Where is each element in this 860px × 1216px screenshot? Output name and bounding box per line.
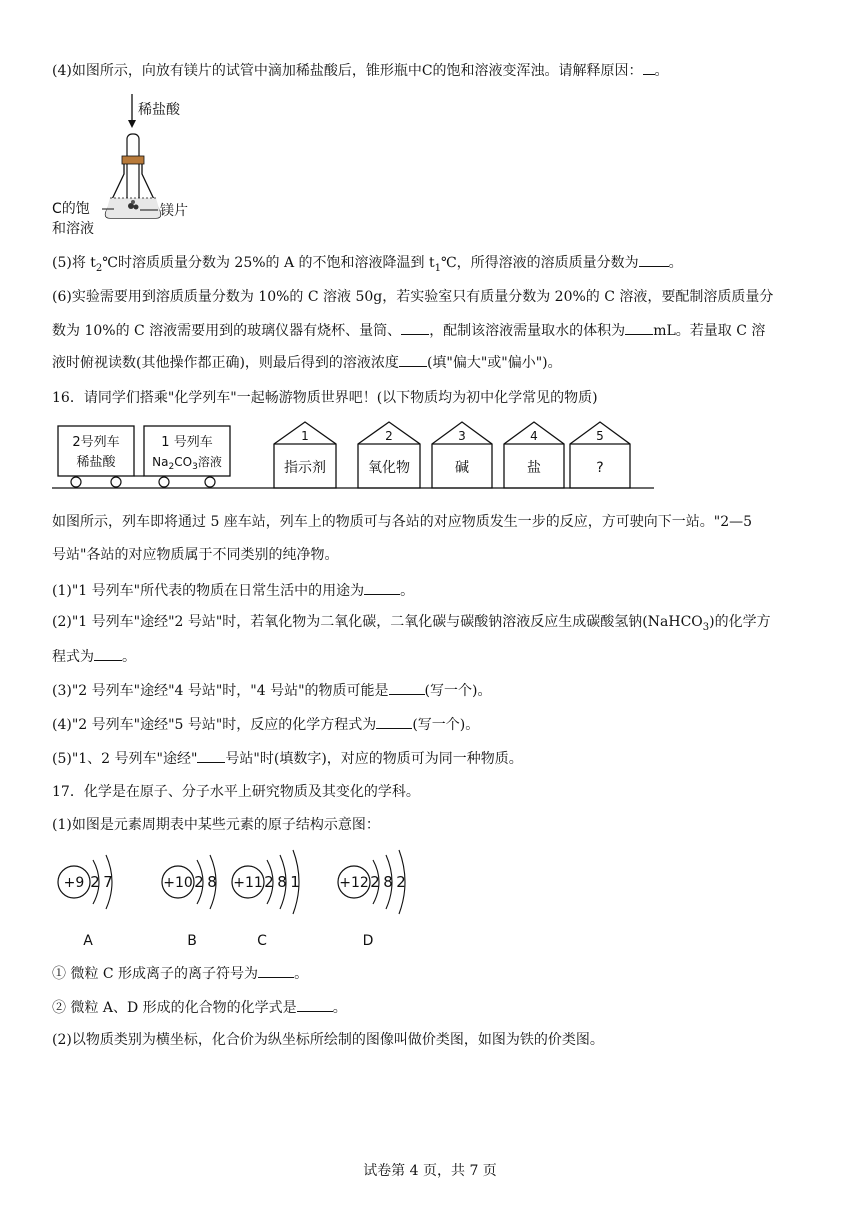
atom-diagram-B [162,855,217,949]
nucleus-charge: +11 [233,875,263,891]
station-number: 3 [458,429,466,443]
q15-part6-line1: (6)实验需要用到溶质质量分数为 10%的 C 溶液 50g，若实验室只有质量分数为 20%的 C 溶液，要配制溶质质量分 [52,289,774,305]
atom-diagram-D [338,850,406,949]
atom-diagram-A [58,855,113,949]
atom-letter: A [83,933,93,949]
shell-electrons: 8 [207,873,217,891]
q17-q1: ① 微粒 C 形成离子的离子符号为 。 [52,963,308,984]
q16-part2-line2: 程式为 。 [52,646,136,667]
answer-blank[interactable] [297,997,333,1012]
station-4 [504,422,564,488]
shell-electrons: 8 [383,873,393,891]
shell-electrons: 8 [277,873,287,891]
shell-electrons: 1 [290,873,300,891]
station-label: 氧化物 [368,460,410,476]
flask-diagram [48,92,208,242]
station-label: 指示剂 [284,460,326,476]
nucleus-charge: +9 [63,875,85,891]
station-5 [570,422,630,488]
station-label: ? [596,460,604,476]
car2-substance: 稀盐酸 [76,455,116,470]
atom-letter: D [362,933,374,949]
q16-part2: (2)"1 号列车"途经"2 号站"时，若氧化物为二氧化碳，二氧化碳与碳酸钠溶液反应生成碳酸氢钠(NaHCO$_3$)的化学方 [52,614,771,633]
answer-blank[interactable] [376,714,412,729]
station-number: 4 [530,429,538,443]
shell-electrons: 2 [90,873,100,891]
mg-label: 镁片 [160,203,188,219]
nucleus-charge: +12 [339,875,369,891]
q15-part6-line2: 数为 10%的 C 溶液需要用到的玻璃仪器有烧杯、量筒、 ，配制该溶液需量取水的体积为 mL。若量取 C 溶 [52,320,765,341]
q16-part1: (1)"1 号列车"所代表的物质在日常生活中的用途为 。 [52,580,414,601]
answer-blank[interactable] [639,252,669,267]
station-2 [358,422,420,488]
q17-part1: (1)如图是元素周期表中某些元素的原子结构示意图： [52,817,380,833]
shell-electrons: 2 [370,873,380,891]
answer-blank[interactable] [258,963,294,978]
answer-blank[interactable] [364,580,400,595]
atom-letter: B [187,933,197,949]
station-number: 5 [596,429,604,443]
page-footer: 试卷第 4 页，共 7 页 [363,1163,497,1179]
station-3 [432,422,492,488]
q17-part2: (2)以物质类别为横坐标，化合价为纵坐标所绘制的图像叫做价类图，如图为铁的价类图。 [52,1032,604,1048]
q16-part5: (5)"1、2 号列车"途经" 号站"时(填数字)，对应的物质可为同一种物质。 [52,748,523,769]
answer-blank[interactable] [197,748,225,763]
solution-label: C的饱 [52,201,90,217]
q16-part3: (3)"2 号列车"途经"4 号站"时，"4 号站"的物质可能是 (写一个)。 [52,680,491,701]
q15-part4: (4)如图所示，向放有镁片的试管中滴加稀盐酸后，锥形瓶中C的饱和溶液变浑浊。请解释原因： 。 [52,60,669,81]
station-number: 1 [301,429,309,443]
answer-blank[interactable] [625,320,653,335]
atom-letter: C [257,933,267,949]
station-number: 2 [385,429,393,443]
shell-electrons: 2 [264,873,274,891]
answer-blank[interactable] [389,680,425,695]
q16-desc-2: 号站"各站的对应物质属于不同类别的纯净物。 [52,547,339,563]
train-diagram [52,418,662,498]
nucleus-charge: +10 [163,875,193,891]
q15-part6-line3: 液时俯视读数(其他操作都正确)，则最后得到的溶液浓度 (填"偏大"或"偏小")。 [52,352,562,373]
shell-electrons: 7 [103,873,113,891]
answer-blank[interactable] [94,646,122,661]
car2-label: 2号列车 [72,435,120,450]
station-label: 碱 [455,460,469,476]
answer-blank[interactable] [643,60,655,75]
shell-electrons: 2 [396,873,406,891]
q16-part4: (4)"2 号列车"途经"5 号站"时，反应的化学方程式为 (写一个)。 [52,714,479,735]
q16-desc-1: 如图所示，列车即将通过 5 座车站，列车上的物质可与各站的对应物质发生一步的反应，方可驶向下一站。"2—5 [52,514,753,530]
atom-diagram-C [232,850,300,949]
car1-label: 1 号列车 [161,435,213,450]
answer-blank[interactable] [401,320,429,335]
q16-title: 16．请同学们搭乘"化学列车"一起畅游物质世界吧！(以下物质均为初中化学常见的物质) [52,390,598,406]
station-label: 盐 [527,460,541,476]
q15-part5: (5)将 $t_2℃$时溶质质量分数为 25%的 A 的不饱和溶液降温到 $t_1℃$，所得溶液的溶质质量分数为 。 [52,252,683,279]
atom-structure-diagram [48,840,448,955]
q17-q2: ② 微粒 A、D 形成的化合物的化学式是 。 [52,997,347,1018]
solution-label-2: 和溶液 [52,221,94,237]
station-1 [274,422,336,488]
car1-substance: $Na_2CO_3$溶液 [152,455,222,472]
q17-title: 17．化学是在原子、分子水平上研究物质及其变化的学科。 [52,784,420,800]
answer-blank[interactable] [399,352,427,367]
shell-electrons: 2 [194,873,204,891]
acid-label: 稀盐酸 [138,102,180,118]
